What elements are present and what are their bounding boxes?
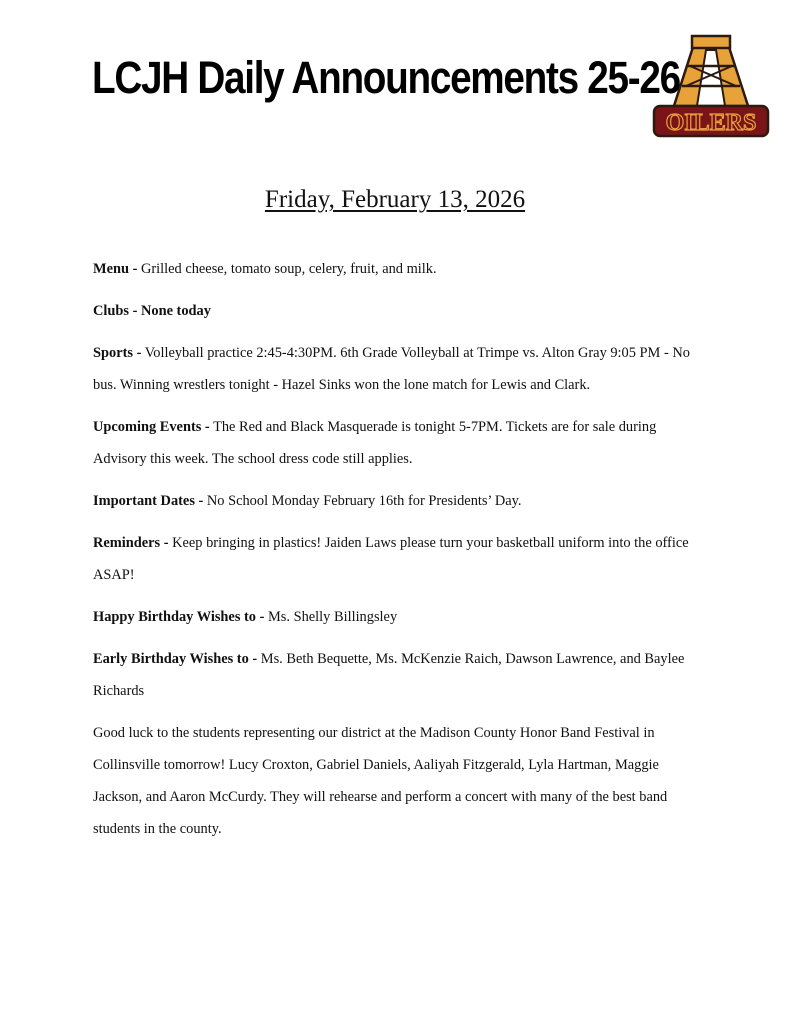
clubs-label: Clubs - None today	[93, 303, 211, 319]
important-dates-label: Important Dates -	[93, 493, 204, 509]
announcements-body	[93, 253, 703, 855]
clubs-item	[93, 295, 703, 327]
reminders-label: Reminders -	[93, 535, 169, 551]
upcoming-events-label: Upcoming Events -	[93, 419, 210, 435]
good-luck-item: Good luck to the students representing our district at the Madison County Honor Band Festival in Collinsville tomorrow! Lucy Croxton, Gabriel Daniels, Aaliyah Fitzgerald, Lyla Hartman, Maggie Jackson, and Aaron McCurdy. They will rehearse and perform a concert with many of the best band students in the county.	[93, 725, 668, 837]
menu-label: Menu -	[93, 261, 138, 277]
early-birthday-label: Early Birthday Wishes to -	[93, 651, 258, 667]
birthday-label: Happy Birthday Wishes to -	[93, 609, 265, 625]
sports-item	[93, 337, 703, 401]
logo-text: OILERS	[665, 110, 757, 136]
announcement-date: Friday, February 13, 2026	[264, 186, 526, 213]
sports-text: Volleyball practice 2:45-4:30PM. 6th Grade Volleyball at Trimpe vs. Alton Gray 9:05 PM - No bus. Winning wrestlers tonight - Hazel Sinks won the lone match for Lewis and Clark.	[93, 345, 690, 393]
important-dates-text: No School Monday February 16th for Presidents’ Day.	[203, 493, 522, 509]
sports-label: Sports -	[93, 345, 142, 361]
menu-item	[93, 253, 703, 285]
oilers-logo	[650, 34, 772, 142]
important-dates-item	[93, 485, 703, 517]
reminders-text: Keep bringing in plastics! Jaiden Laws please turn your basketball uniform into the office ASAP!	[93, 535, 689, 583]
upcoming-events-text: The Red and Black Masquerade is tonight 5-7PM. Tickets are for sale during Advisory this week. The school dress code still applies.	[93, 419, 657, 467]
birthday-item	[93, 601, 703, 633]
reminders-item	[93, 527, 703, 591]
page-title: LCJH Daily Announcements 25-26	[92, 52, 680, 103]
early-birthday-item	[93, 643, 703, 707]
birthday-text: Ms. Shelly Billingsley	[264, 609, 398, 625]
upcoming-events-item	[93, 411, 703, 475]
early-birthday-text: Ms. Beth Bequette, Ms. McKenzie Raich, Dawson Lawrence, and Baylee Richards	[93, 651, 685, 699]
menu-text: Grilled cheese, tomato soup, celery, fruit, and milk.	[137, 261, 437, 277]
